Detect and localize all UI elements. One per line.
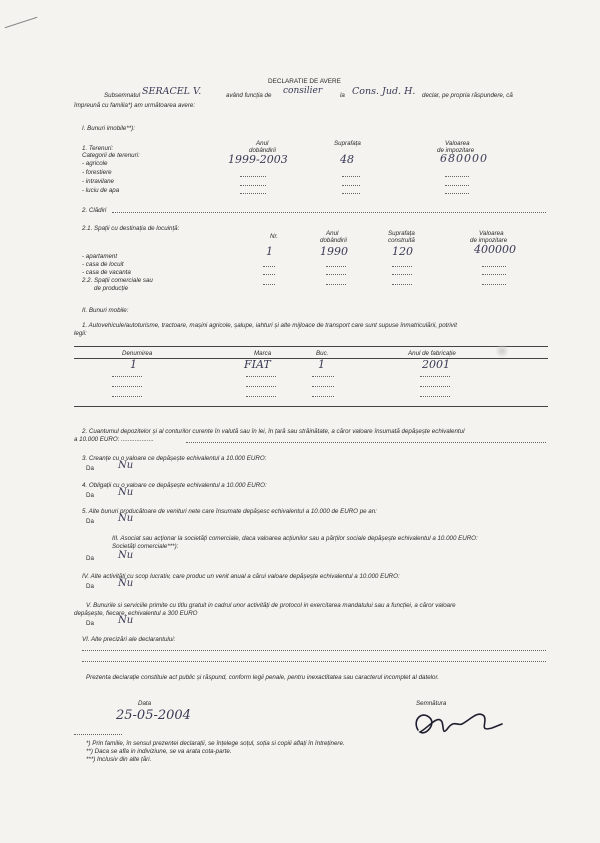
col-denumirea: Denumirea [122,350,153,357]
dots [246,386,276,387]
dots [326,266,346,267]
mobile-item2-b: a 10.000 EURO: ................... [74,436,154,443]
ink-smudge [495,344,509,358]
section5-b: depășește, fiecare, echivalentul a 300 EURO [74,610,198,617]
cladiri-label: 2. Clădiri [82,207,107,214]
vehicle-buc-value: 1 [318,358,325,371]
terenuri-label: 1. Terenuri: [82,145,114,152]
section5-nu: Nu [118,615,134,626]
dots [445,185,469,186]
intro-mid2: la [340,92,345,99]
apartament-tax-value: 400000 [474,243,516,256]
col-marca: Marca [254,350,272,357]
col-dobandirii: dobândirii [249,147,276,154]
date-label: Data [138,700,152,707]
teren-tax-value: 680000 [440,152,488,165]
col-nr: Nr. [270,233,279,240]
section5-a: V. Bunurile si serviciile primite cu titlu gratuit in cadrul unor activități de protocol in exercitarea mandatului sau a funcției, a căror valoare [86,602,456,609]
dots [240,185,266,186]
dots [420,376,450,377]
dots [74,734,122,735]
section4-da: Da [86,583,94,590]
dots [240,176,266,177]
col-construita: construită [388,237,415,244]
section3-da: Da [86,555,94,562]
dots [445,193,469,194]
mobile-item1-b: legii: [74,330,87,337]
signature-scribble [408,702,506,742]
item3-da: Da [86,465,94,472]
dots [112,376,142,377]
col-impozitare: de impozitare [437,147,475,154]
dots [420,396,450,397]
col-valoarea2: Valoarea [479,230,504,237]
col-impozitare2: de impozitare [470,237,508,244]
declarant-name: SERACEL V. [142,86,202,97]
row-intravilane: - intravilane [82,178,114,185]
intro-prefix: Subsemnatul [104,92,141,99]
col-suprafata2: Suprafața [388,230,415,237]
row-luciu-apa: - luciu de apa [82,187,120,194]
vehicle-denumire-value: 1 [130,358,137,371]
apartament-nr-value: 1 [266,245,273,258]
dots [112,396,142,397]
form-title: DECLARATIE DE AVERE [268,78,341,85]
apartament-year-value: 1990 [320,245,348,258]
section1-heading: I. Bunuri imobile**): [82,125,135,132]
mobile-item4: 4. Obligații cu o valoare ce depășește echivalentul a 10.000 EURO: [82,482,267,489]
declarant-institution: Cons. Jud. H. [352,86,416,97]
spatii-locuinta-label: 2.1. Spații cu destinația de locuință: [82,225,180,232]
dots [392,274,412,275]
mobile-item5: 5. Alte bunuri producătoare de venituri nete care însumate depășesc echivalentul a 10.000 de EURO pe an: [82,508,377,515]
corner-fold-mark [5,17,38,28]
col-anul-fabricatie: Anul de fabricație [408,350,456,357]
section3-nu: Nu [118,550,134,561]
dots [326,284,346,285]
dots [326,274,346,275]
dots [392,284,412,285]
vehicle-an-value: 2001 [422,358,450,371]
table-header-rule [74,358,548,359]
mobile-heading: II. Bunuri mobile: [82,307,129,314]
dots [112,386,142,387]
spatii-productie: de producție [94,285,129,292]
dots [82,650,546,651]
item3-nu: Nu [118,460,134,471]
intro-suffix: declar, pe propria răspundere, că [422,92,513,99]
mobile-item2-a: 2. Cuantumul depozitelor și al conturilor curente în valută sau în lei, în țară sau străinătate, a căror valoare însumată depășește echivalentul [82,428,465,435]
dots [112,212,546,213]
dots [392,266,412,267]
dots [246,376,276,377]
col-dobandirii2: dobândirii [320,237,347,244]
dots [263,266,275,267]
item5-da: Da [86,518,94,525]
dots [420,386,450,387]
row-casa-locuit: - casa de locuit [82,261,124,268]
col-anul2: Anul [326,230,339,237]
teren-year-value: 1999-2003 [228,153,288,166]
dots [312,386,334,387]
mobile-item1-a: 1. Autovehicule/autoturisme, tractoare, mașini agricole, șalupe, iahturi și alte mijloace de transport care sunt supuse înmatriculării, potrivit [82,322,457,329]
date-value: 25-05-2004 [116,708,191,723]
declarant-function: consilier [283,86,323,96]
dots [482,266,506,267]
dots [342,193,360,194]
intro-mid1: având funcția de [226,92,272,99]
signature-label: Semnătura [416,700,447,707]
item4-da: Da [86,492,94,499]
section4-nu: Nu [118,578,134,589]
item5-nu: Nu [118,513,134,524]
row-apartament: - apartament [82,253,118,260]
footnote-1: *) Prin familie, în sensul prezentei declarații, se înțelege soțul, soția si copiii aflați în întreținere. [86,740,345,747]
dots [482,274,506,275]
col-suprafata: Suprafața [334,140,361,147]
row-agricole: - agricole [82,160,108,167]
dots [342,176,360,177]
dots [246,396,276,397]
dots [482,284,506,285]
table-top-rule [74,346,548,347]
dots [312,396,334,397]
section6: VI. Alte precizări ale declarantului: [82,636,176,643]
closing-statement: Prezenta declarație constituie act public și răspund, conform legii penale, pentru inexactitatea sau caracterul incomplet al datelor. [86,674,439,681]
mobile-item3: 3. Creanțe cu o valoare ce depășește echivalentul a 10.000 EURO: [82,455,267,462]
apartament-area-value: 120 [392,245,413,258]
dots [342,185,360,186]
section5-da: Da [86,620,94,627]
dots [445,176,469,177]
item4-nu: Nu [118,487,134,498]
dots [263,274,275,275]
dots [82,661,546,662]
col-buc: Buc. [316,350,329,357]
footnote-2: **) Daca se afla in indiviziune, se va arata cota-parte. [86,748,232,755]
dots [240,193,266,194]
intro-line2: împreună cu familia*) am următoarea avere: [74,102,196,109]
section4: IV. Alte activități cu scop lucrativ, care produc un venit anual a cărui valoare depășește echivalentul a 10.000 EURO: [82,573,400,580]
teren-area-value: 48 [340,153,354,166]
row-casa-vacanta: - casa de vacanta [82,269,131,276]
section3-a: III. Asociat sau acționar la societăți comerciale, daca valoarea acțiunilor sau a părților sociale depășește echivalentul a 10.000 EURO: [112,535,478,542]
col-valoarea: Valoarea [445,140,470,147]
vehicle-marca-value: FIAT [244,358,271,371]
footnote-3: ***) Inclusiv din alte țări. [86,756,152,763]
dots [263,284,275,285]
dots [312,376,334,377]
section3-b: Societăți comerciale***): [112,543,179,550]
categorii-label: Categorii de terenuri: [82,152,140,159]
row-forestiere: - forestiere [82,169,112,176]
col-anul: Anul [256,140,269,147]
table-bottom-rule [74,406,548,407]
dots [186,442,546,443]
spatii-comerciale: 2.2. Spații comerciale sau [82,277,153,284]
